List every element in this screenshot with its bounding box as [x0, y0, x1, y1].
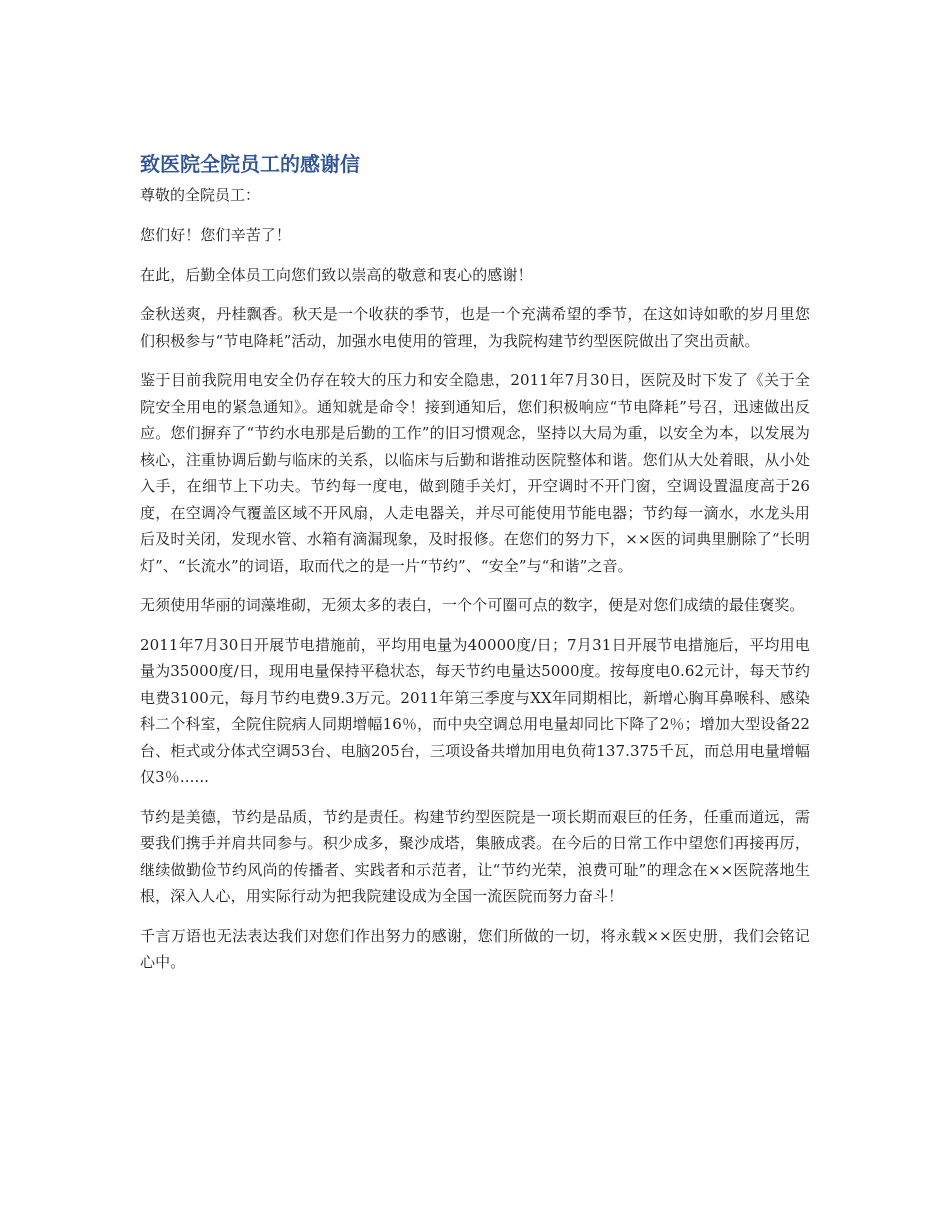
paragraph-frugality: 节约是美德，节约是品质，节约是责任。构建节约型医院是一项长期而艰巨的任务，任重而道远，需要我们携手并肩共同参与。积少成多，聚沙成塔，集腋成裘。在今后的日常工作中望您们再接再厉，继续做勤俭节约风尚的传播者、实践者和示范者，让“节约光荣，浪费可耻”的理念在××医院落地生根，深入人心，用实际行动为把我院建设成为全国一流医院而努力奋斗！ — [140, 807, 810, 905]
paragraph-thanks: 在此，后勤全体员工向您们致以崇高的敬意和衷心的感谢！ — [140, 265, 533, 284]
paragraph-praise: 无须使用华丽的词藻堆砌，无须太多的表白，一个个可圈可点的数字，便是对您们成绩的最佳褒奖。 — [140, 596, 805, 614]
document-title: 致医院全院员工的感谢信 — [140, 152, 360, 176]
paragraph-closing: 千言万语也无法表达我们对您们作出努力的感谢，您们所做的一切，将永载××医史册，我们会铭记心中。 — [140, 926, 810, 971]
paragraph-safety-notice: 鉴于目前我院用电安全仍存在较大的压力和安全隐患，2011年7月30日，医院及时下发了《关于全院安全用电的紧急通知》。通知就是命令！接到通知后，您们积极响应“节电降耗”号召，迅速做出反应。您们摒弃了“节约水电那是后勤的工作”的旧习惯观念，坚持以大局为重，以安全为本，以发展为核心，注重协调后勤与临床的关系，以临床与后勤和谐推动医院整体和谐。您们从大处着眼，从小处入手，在细节上下功夫。节约每一度电，做到随手关灯，开空调时不开门窗，空调设置温度高于26度，在空调冷气覆盖区域不开风扇，人走电器关，并尽可能使用节能电器；节约每一滴水，水龙头用后及时关闭，发现水管、水箱有滴漏现象，及时报修。在您们的努力下，××医的词典里删除了“长明灯”、“长流水”的词语，取而代之的是一片“节约”、“安全”与“和谐”之音。 — [140, 371, 810, 575]
paragraph-greeting: 您们好！您们辛苦了！ — [140, 226, 292, 244]
paragraph-statistics: 2011年7月30日开展节电措施前，平均用电量为40000度/日；7月31日开展节电措施后，平均用电量为35000度/日，现用电量保持平稳状态，每天节约电量达5000度。按每度电0.62元计，每天节约电费3100元，每月节约电费9.3万元。2011年第三季度与XX年同期相比，新增心胸耳鼻喉科、感染科二个科室，全院住院病人同期增幅16％，而中央空调总用电量却同比下降了2％；增加大型设备22台、柜式或分体式空调53台、电脑205台，三项设备共增加用电负荷137.375千瓦，而总用电量增幅仅3％...... — [140, 635, 810, 786]
paragraph-autumn: 金秋送爽，丹桂飘香。秋天是一个收获的季节，也是一个充满希望的季节，在这如诗如歌的岁月里您们积极参与“节电降耗”活动，加强水电使用的管理，为我院构建节约型医院做出了突出贡献。 — [140, 305, 810, 350]
document-page — [140, 148, 810, 989]
salutation: 尊敬的全院员工： — [140, 186, 261, 204]
